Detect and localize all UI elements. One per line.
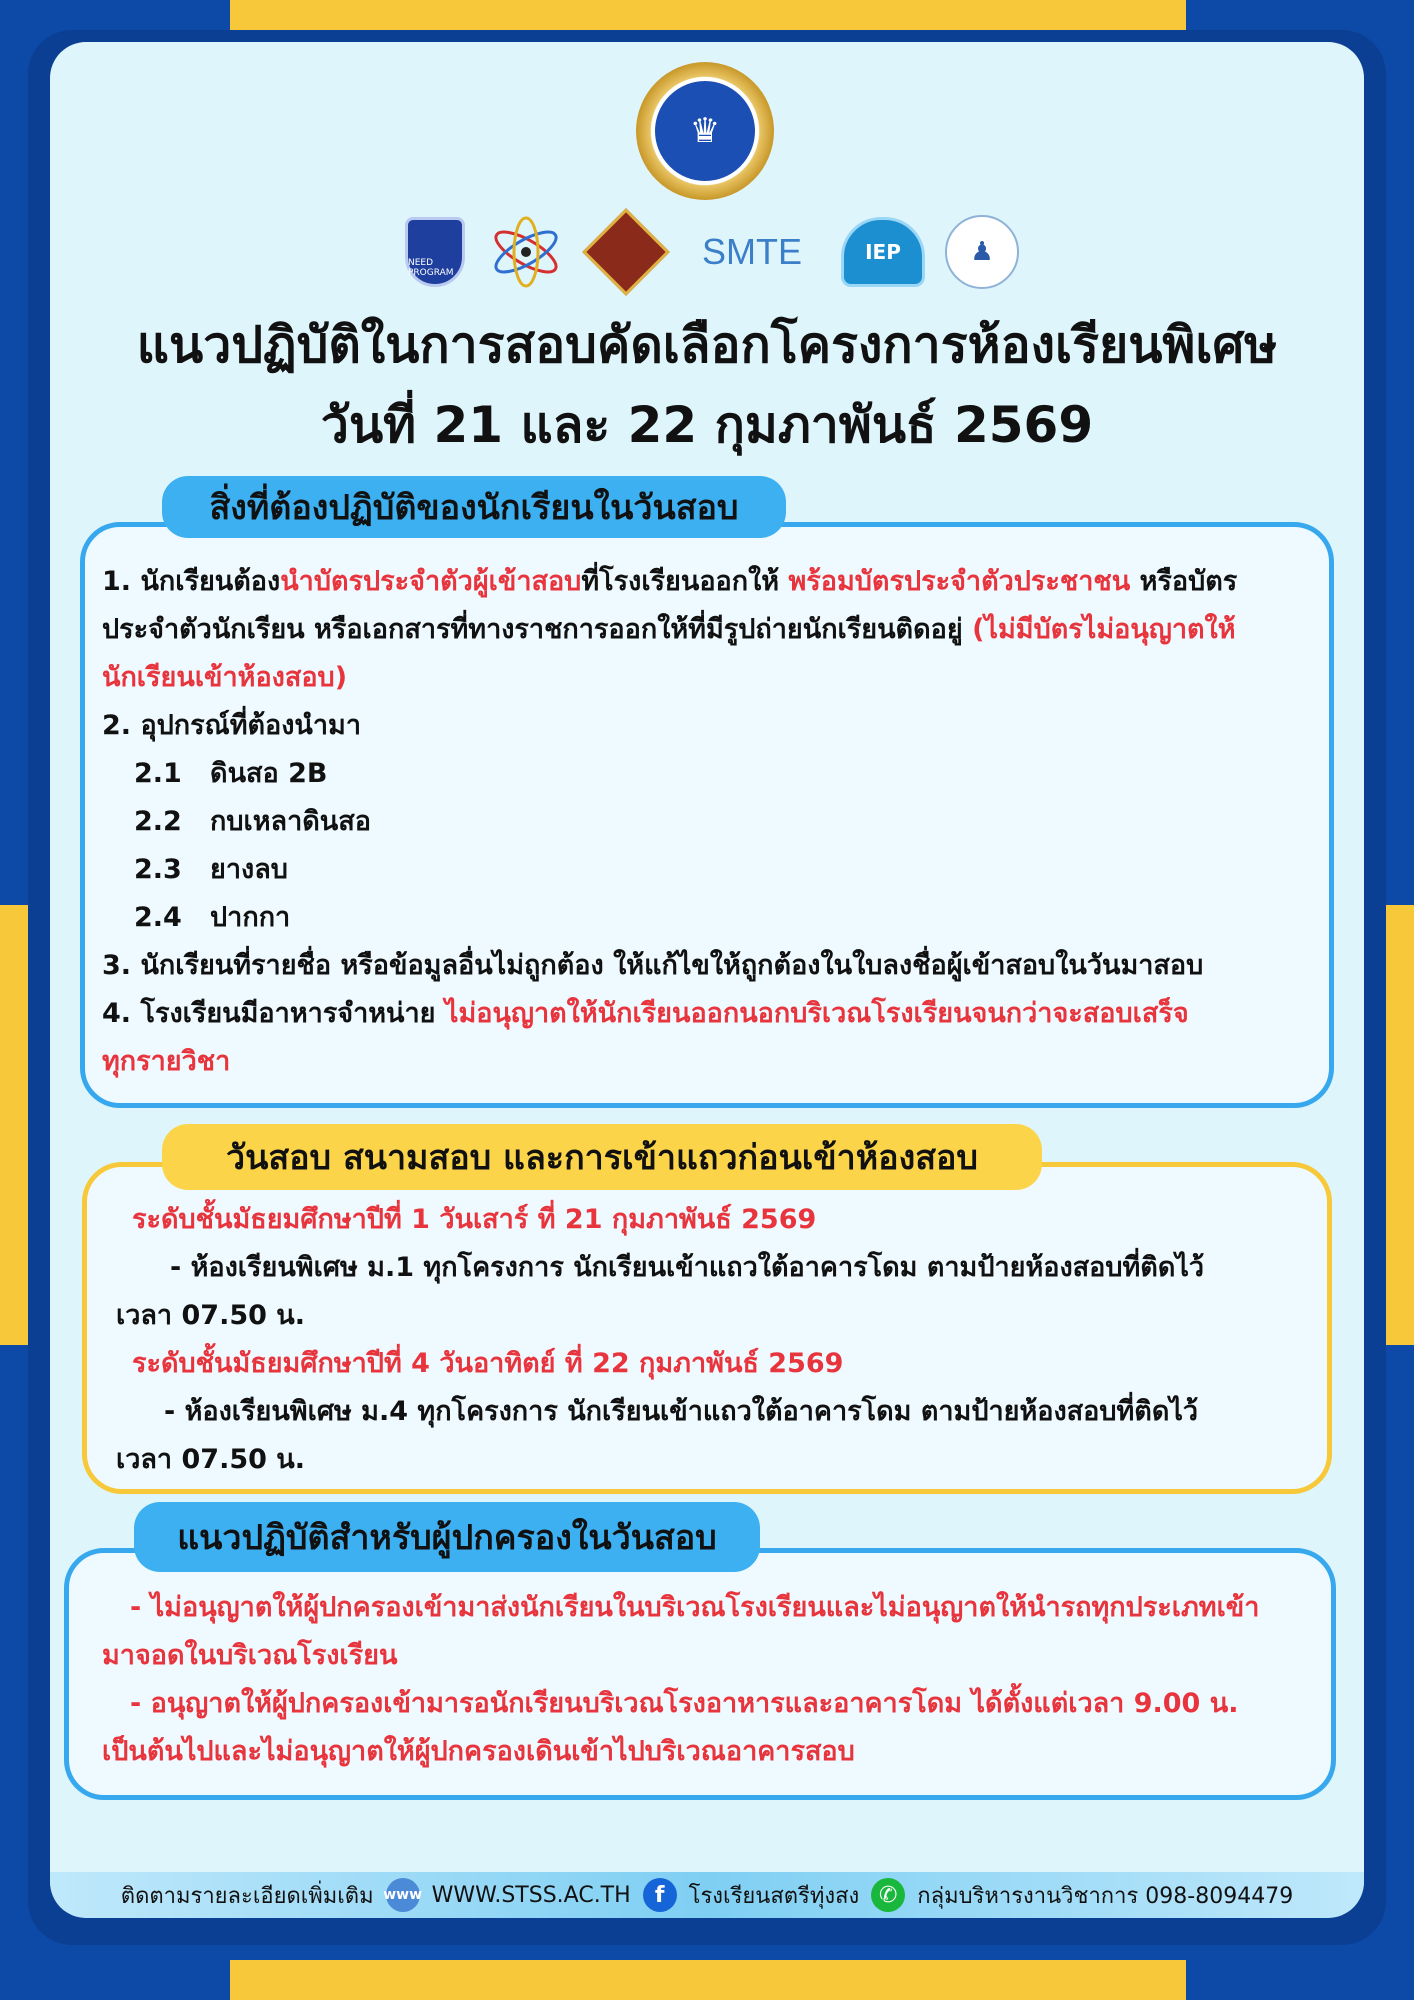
rule-1-highlight-citizen: พร้อมบัตรประจำตัวประชาชน — [788, 566, 1131, 597]
parent-rule-2-line-2: เป็นต้นไปและไม่อนุญาตให้ผู้ปกครองเดินเข้าไปบริเวณอาคารสอบ — [102, 1736, 855, 1767]
smte-program-logo — [686, 214, 818, 290]
student-rules-heading: สิ่งที่ต้องปฏิบัติของนักเรียนในวันสอบ — [162, 476, 786, 538]
student-figure-icon: ♟ — [945, 215, 1019, 289]
iep-program-logo — [838, 214, 928, 290]
seal-emblem-icon: ♛ — [651, 77, 759, 185]
rule-4-text: 4. โรงเรียนมีอาหารจำหน่าย — [102, 998, 445, 1029]
globe-icon: www — [386, 1878, 420, 1912]
need-program-logo — [400, 214, 470, 290]
equipment-number: 2.2 — [134, 806, 182, 837]
equipment-label: ยางลบ — [210, 854, 288, 885]
rule-1-text: 1. นักเรียนต้อง — [102, 566, 281, 597]
m4-schedule-line-1: - ห้องเรียนพิเศษ ม.4 ทุกโครงการ นักเรียนเข้าแถวใต้อาคารโดม ตามป้ายห้องสอบที่ติดไว้ — [164, 1396, 1199, 1427]
parent-rule-2-line-1: - อนุญาตให้ผู้ปกครองเข้ามารอนักเรียนบริเวณโรงอาหารและอาคารโดม ได้ตั้งแต่เวลา 9.00 น. — [130, 1688, 1239, 1719]
footer-website-link[interactable]: WWW.STSS.AC.TH — [431, 1882, 631, 1908]
cep-program-logo — [588, 214, 664, 290]
rule-1-text-2: ที่โรงเรียนออกให้ — [581, 566, 789, 597]
parent-rules-heading: แนวปฏิบัติสำหรับผู้ปกครองในวันสอบ — [134, 1502, 760, 1572]
micro-program-logo — [488, 214, 564, 290]
equipment-number: 2.3 — [134, 854, 182, 885]
atom-icon — [488, 214, 564, 290]
phone-icon: ✆ — [871, 1878, 905, 1912]
program-logos — [400, 214, 1020, 290]
cep-diamond-icon — [582, 208, 670, 296]
footer-follow-text: ติดตามรายละเอียดเพิ่มเติม — [120, 1883, 374, 1909]
rule-1-warning: (ไม่มีบัตรไม่อนุญาตให้ — [972, 614, 1236, 645]
rule-1-line-1 — [102, 558, 1237, 606]
exam-schedule-heading: วันสอบ สนามสอบ และการเข้าแถวก่อนเข้าห้องสอบ — [162, 1124, 1042, 1190]
footer-contact-text: กลุ่มบริหารงานวิชาการ 098-8094479 — [917, 1883, 1294, 1909]
footer-facebook-link[interactable]: โรงเรียนสตรีทุ่งสง — [688, 1883, 860, 1909]
parent-rule-1-line-2: มาจอดในบริเวณโรงเรียน — [102, 1640, 398, 1671]
need-shield-icon: NEED PROGRAM — [405, 217, 465, 287]
rule-4-warning: ไม่อนุญาตให้นักเรียนออกนอกบริเวณโรงเรียนจนกว่าจะสอบเสร็จ — [444, 998, 1189, 1029]
equipment-number: 2.1 — [134, 758, 182, 789]
rule-4-line-1 — [102, 990, 1189, 1038]
equipment-label: ปากกา — [210, 902, 291, 933]
equipment-item — [134, 750, 328, 798]
m1-schedule-heading: ระดับชั้นมัธยมศึกษาปีที่ 1 วันเสาร์ ที่ 21 กุมภาพันธ์ 2569 — [132, 1204, 817, 1235]
equipment-item — [134, 846, 288, 894]
rule-1-line-2 — [102, 606, 1236, 654]
footer-bar — [50, 1872, 1364, 1918]
rule-4-line-2: ทุกรายวิชา — [102, 1046, 231, 1077]
equipment-item — [134, 798, 371, 846]
equipment-label: ดินสอ 2B — [210, 758, 328, 789]
facebook-icon: f — [643, 1878, 677, 1912]
smte-label: SMTE — [701, 231, 802, 272]
iep-badge-icon: IEP — [841, 217, 925, 287]
rule-1-highlight-id: นำบัตรประจำตัวผู้เข้าสอบ — [280, 566, 582, 597]
page-subtitle-date: วันที่ 21 และ 22 กุมภาพันธ์ 2569 — [320, 396, 1094, 454]
equipment-label: กบเหลาดินสอ — [210, 806, 371, 837]
background-yellow-bottom — [230, 1960, 1186, 2000]
m4-schedule-heading: ระดับชั้นมัธยมศึกษาปีที่ 4 วันอาทิตย์ ที่ 22 กุมภาพันธ์ 2569 — [132, 1348, 844, 1379]
rule-3: 3. นักเรียนที่รายชื่อ หรือข้อมูลอื่นไม่ถูกต้อง ให้แก้ไขให้ถูกต้องในใบลงชื่อผู้เข้าสอบในวันมาสอบ — [102, 950, 1204, 981]
equipment-item — [134, 894, 290, 942]
rule-1-line-3: นักเรียนเข้าห้องสอบ) — [102, 662, 348, 693]
rule-1-line-2-text: ประจำตัวนักเรียน หรือเอกสารที่ทางราชการออกให้ที่มีรูปถ่ายนักเรียนติดอยู่ — [102, 614, 973, 645]
m1-schedule-line-1: - ห้องเรียนพิเศษ ม.1 ทุกโครงการ นักเรียนเข้าแถวใต้อาคารโดม ตามป้ายห้องสอบที่ติดไว้ — [170, 1252, 1205, 1283]
rule-1-text-3: หรือบัตร — [1130, 566, 1238, 597]
parent-rule-1-line-1: - ไม่อนุญาตให้ผู้ปกครองเข้ามาส่งนักเรียนในบริเวณโรงเรียนและไม่อนุญาตให้นำรถทุกประเภทเข้า — [130, 1592, 1260, 1623]
equipment-number: 2.4 — [134, 902, 182, 933]
gifted-program-logo — [944, 214, 1020, 290]
rule-2: 2. อุปกรณ์ที่ต้องนำมา — [102, 710, 362, 741]
m1-schedule-time: เวลา 07.50 น. — [116, 1300, 306, 1331]
m4-schedule-time: เวลา 07.50 น. — [116, 1444, 306, 1475]
school-seal-logo — [636, 62, 774, 200]
page-title: แนวปฏิบัติในการสอบคัดเลือกโครงการห้องเรียนพิเศษ — [136, 316, 1278, 374]
